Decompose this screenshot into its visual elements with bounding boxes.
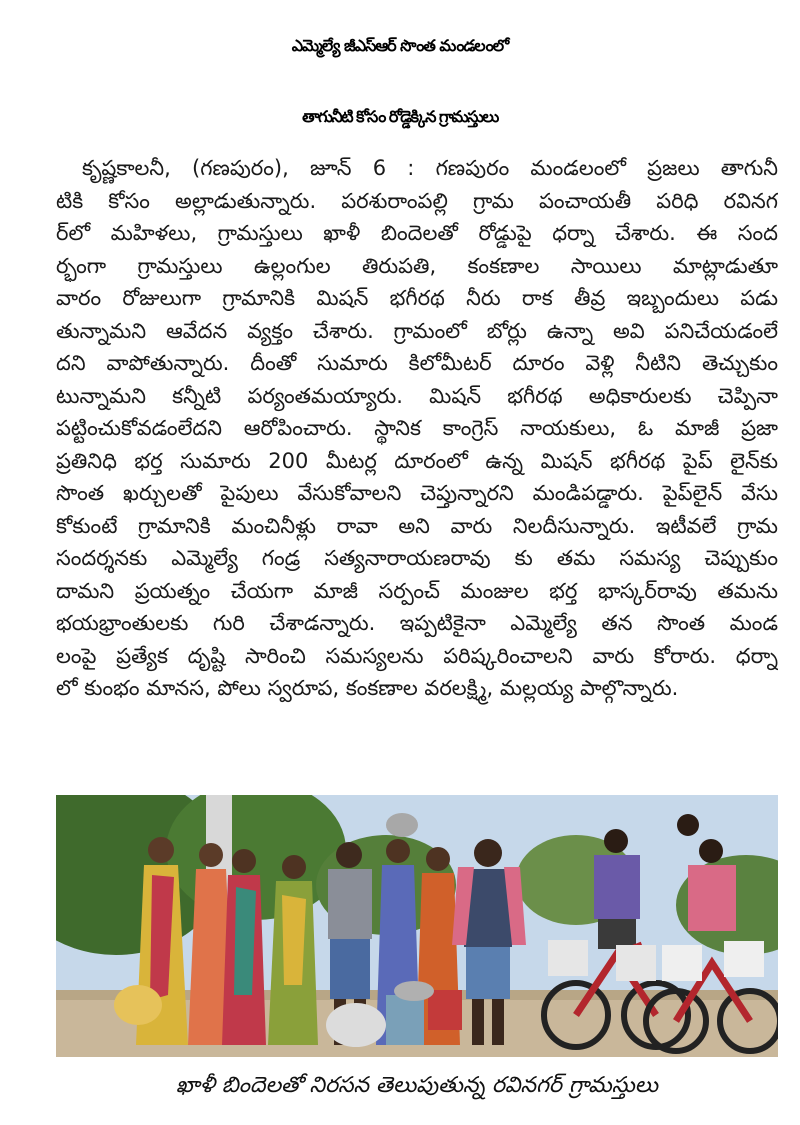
article-line: ర్భంగా గ్రామస్తులు ఉల్లంగుల తిరుపతి, కంకణాల సాయిలు మాట్లాడుతూ <box>56 253 778 278</box>
headline-kicker: ఎమ్మెల్యే జీఎస్ఆర్ సొంత మండలంలో <box>291 36 509 55</box>
article-line: కోకుంటే గ్రామానికి మంచినీళ్లు రావా అని వారు నిలదీసున్నారు. ఇటీవలే గ్రామ <box>56 513 778 538</box>
article-body <box>56 152 778 705</box>
article-line: దని వాపోతున్నారు. దీంతో సుమారు కిలోమీటర్ దూరం వెళ్లి నీటిని తెచ్చుకుం <box>56 351 778 375</box>
article-line: పట్టించుకోవడంలేదని ఆరోపించారు. స్థానిక కాంగ్రెస్ నాయకులు, ఓ మాజీ ప్రజా <box>56 416 778 440</box>
article-line: టున్నామని కన్నీటి పర్యంతమయ్యారు. మిషన్ భగీరథ అధికారులకు చెప్పినా <box>56 383 778 408</box>
article-line: లంపై ప్రత్యేక దృష్టి సారించి సమస్యలను పరిష్కరించాలని వారు కోరారు. ధర్నా <box>56 643 778 668</box>
news-photo <box>56 795 778 1057</box>
article-line: తున్నామని ఆవేదన వ్యక్తం చేశారు. గ్రామంలో బోర్లు ఉన్నా అవి పనిచేయడంలే <box>56 318 778 343</box>
article-line: వారం రోజులుగా గ్రామానికి మిషన్ భగీరథ నీరు రాక తీవ్ర ఇబ్బందులు పడు <box>56 286 778 310</box>
article-line: ర్‌లో మహిళలు, గ్రామస్తులు ఖాళీ బిందెలతో రోడ్డుపై ధర్నా చేశారు. ఈ సంద <box>56 221 778 245</box>
headline-main: తాగునీటి కోసం రోడ్డెక్కిన గ్రామస్తులు <box>302 107 498 126</box>
article-line: భయభ్రాంతులకు గురి చేశాడన్నారు. ఇప్పటికైనా ఎమ్మెల్యే తన సొంత మండ <box>56 611 778 635</box>
article-line: లో కుంభం మానస, పోలు స్వరూప, కంకణాల వరలక్ష్మి, మల్లయ్య పాల్గొన్నారు. <box>56 676 679 700</box>
article-line: సందర్శనకు ఎమ్మెల్యే గండ్ర సత్యనారాయణరావు కు తమ సమస్య చెప్పుకుం <box>56 546 778 570</box>
photo-caption: ఖాళీ బిందెలతో నిరసన తెలుపుతున్న రవినగర్ గ్రామస్తులు <box>176 1073 658 1098</box>
article-line: సొంత ఖర్చులతో పైపులు వేసుకోవాలని చెప్తున్నారని మండిపడ్డారు. పైప్‌లైన్ వేసు <box>56 481 778 505</box>
article-line: కృష్ణకాలనీ, (గణపురం), జూన్ 6 : గణపురం మండలంలో ప్రజలు తాగునీ <box>82 156 778 180</box>
villagers-protest-photo <box>56 795 778 1057</box>
article-line: దామని ప్రయత్నం చేయగా మాజీ సర్పంచ్ మంజుల భర్త భాస్కర్‌రావు తమను <box>56 578 778 603</box>
article-line: ప్రతినిధి భర్త సుమారు 200 మీటర్ల దూరంలో ఉన్న మిషన్ భగీరథ పైప్ లైన్‌కు <box>56 448 778 473</box>
article-line: టికి కోసం అల్లాడుతున్నారు. పరశురాంపల్లి గ్రామ పంచాయతీ పరిధి రవినగ <box>56 188 778 213</box>
